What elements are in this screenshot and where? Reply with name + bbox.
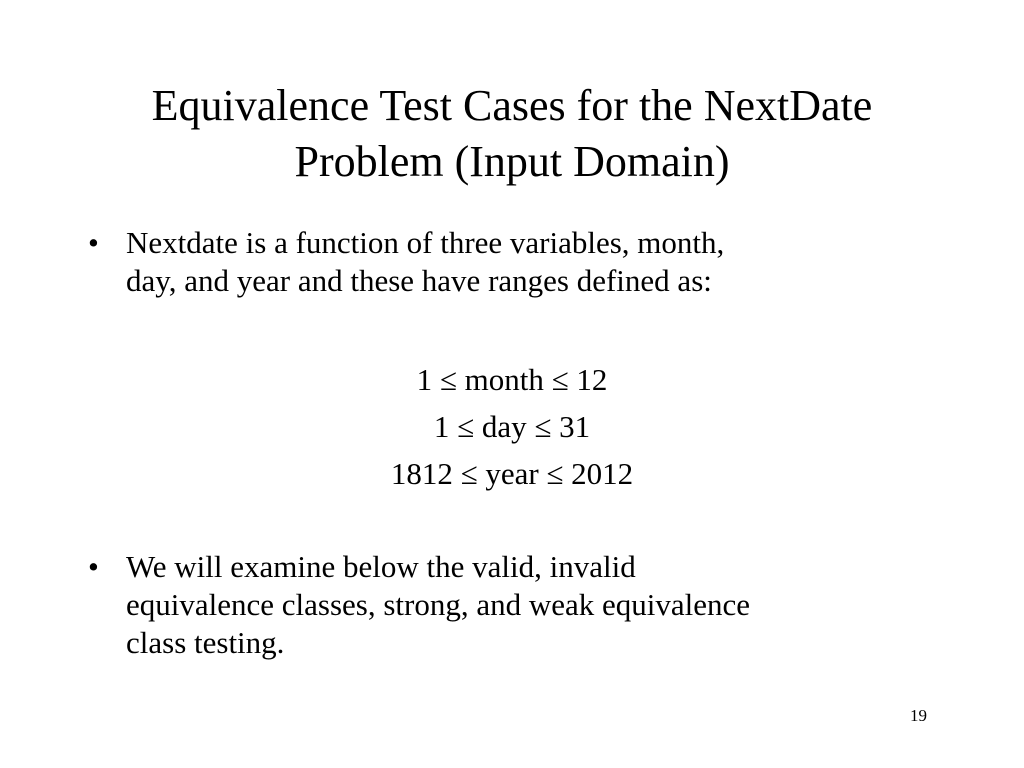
slide-title bbox=[40, 78, 984, 190]
bullet-marker: • bbox=[88, 225, 99, 260]
slide-title-line-2: Problem (Input Domain) bbox=[294, 137, 730, 186]
slide-title-line-1: Equivalence Test Cases for the NextDate bbox=[151, 81, 873, 130]
bullet-marker: • bbox=[88, 549, 99, 584]
bullet-item-2 bbox=[88, 548, 968, 662]
year-range: 1812 ≤ year ≤ 2012 bbox=[390, 456, 634, 491]
bullet-text-line: class testing. bbox=[126, 625, 285, 660]
bullet-list-2 bbox=[88, 548, 968, 662]
range-definitions bbox=[0, 356, 1024, 497]
bullet-text-line: We will examine below the valid, invalid bbox=[126, 549, 636, 584]
day-range: 1 ≤ day ≤ 31 bbox=[433, 409, 591, 444]
bullet-text-line: day, and year and these have ranges defined as: bbox=[126, 263, 712, 298]
bullet-text-line: equivalence classes, strong, and weak equivalence bbox=[126, 587, 751, 622]
bullet-list bbox=[88, 224, 968, 300]
bullet-item-1 bbox=[88, 224, 968, 300]
page-number: 19 bbox=[910, 706, 927, 725]
month-range: 1 ≤ month ≤ 12 bbox=[416, 362, 608, 397]
bullet-text-line: Nextdate is a function of three variables, month, bbox=[126, 225, 725, 260]
